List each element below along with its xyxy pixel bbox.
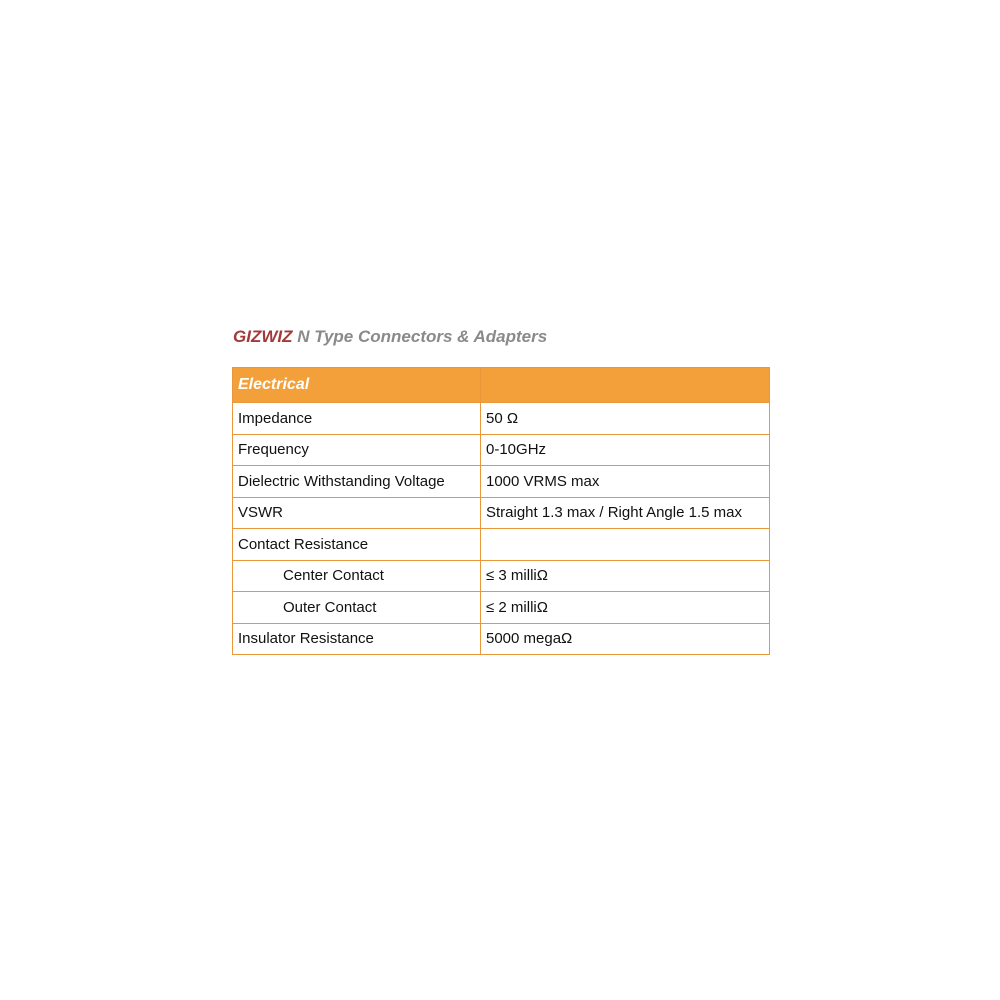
title-text: N Type Connectors & Adapters [292, 327, 548, 346]
spec-label: Dielectric Withstanding Voltage [233, 466, 481, 498]
table-row [233, 560, 770, 592]
header-cell-section: Electrical [233, 368, 481, 403]
table-row [233, 434, 770, 466]
spec-label: Frequency [233, 434, 481, 466]
table-row [233, 623, 770, 655]
spec-value: 1000 VRMS max [481, 466, 770, 498]
table-row [233, 403, 770, 435]
table-row [233, 592, 770, 624]
table-row [233, 497, 770, 529]
spec-value: 50 Ω [481, 403, 770, 435]
spec-label: Impedance [233, 403, 481, 435]
header-cell-empty [481, 368, 770, 403]
spec-value: 5000 megaΩ [481, 623, 770, 655]
spec-label: Contact Resistance [233, 529, 481, 561]
table-header-row [233, 368, 770, 403]
spec-label: VSWR [233, 497, 481, 529]
spec-value [481, 529, 770, 561]
electrical-spec-table [232, 367, 770, 655]
table-row [233, 529, 770, 561]
spec-sublabel: Outer Contact [233, 592, 481, 624]
spec-value: Straight 1.3 max / Right Angle 1.5 max [481, 497, 770, 529]
spec-label: Insulator Resistance [233, 623, 481, 655]
spec-value: ≤ 3 milliΩ [481, 560, 770, 592]
spec-value: 0-10GHz [481, 434, 770, 466]
spec-value: ≤ 2 milliΩ [481, 592, 770, 624]
spec-sublabel: Center Contact [233, 560, 481, 592]
document-title [233, 326, 547, 348]
brand-name: GIZWIZ [233, 327, 293, 346]
table-row [233, 466, 770, 498]
